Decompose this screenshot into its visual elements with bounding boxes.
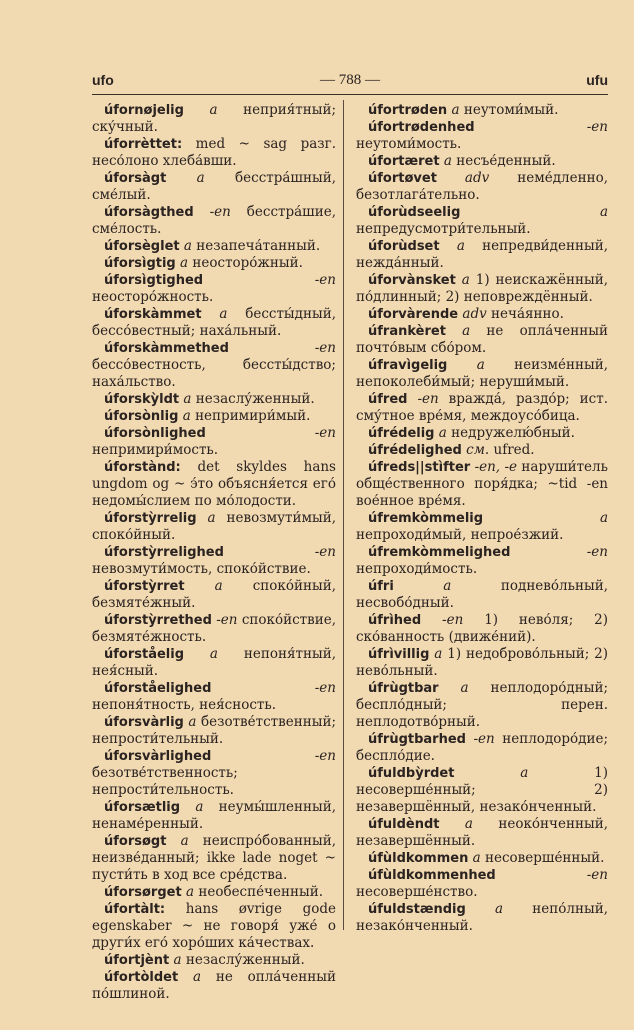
entry-translation: невозмути́мость, споко́йствие. xyxy=(92,561,311,577)
entry-translation: непо́лный, незако́нченный. xyxy=(356,901,608,934)
entry-grammar: a xyxy=(219,306,228,322)
entry-grammar: -en xyxy=(586,119,608,135)
entry-translation: med ~ sag разг. несо́лоно хлеба́вши. xyxy=(92,136,337,169)
entry-grammar: -en xyxy=(417,391,439,407)
entry-headword: úfuldèndt xyxy=(368,817,440,832)
dictionary-entry xyxy=(92,425,336,459)
dictionary-entry xyxy=(356,646,608,680)
dictionary-entry xyxy=(92,799,336,833)
dictionary-entry xyxy=(92,340,336,391)
entry-headword: úforståelig xyxy=(104,647,185,662)
entry-translation: непримири́мый. xyxy=(195,408,311,424)
dictionary-entry xyxy=(356,544,608,578)
entry-grammar: a xyxy=(183,391,192,407)
entry-grammar: a xyxy=(599,204,608,220)
entry-headword: úforstỳrrelig xyxy=(104,511,197,526)
entry-translation: неосторо́жный. xyxy=(192,255,303,271)
entry-grammar: a xyxy=(188,714,197,730)
entry-grammar: a xyxy=(185,884,195,900)
entry-translation: 1) неискажённый, по́длинный; 2) неповреждённый. xyxy=(356,272,608,305)
entry-grammar: a xyxy=(207,510,216,526)
entry-grammar: adv xyxy=(464,170,490,186)
entry-translation: неплодоро́дие; беспло́дие. xyxy=(356,731,608,764)
dictionary-entry xyxy=(92,459,336,510)
entry-grammar: a xyxy=(461,272,470,288)
dictionary-entry xyxy=(92,884,336,901)
entry-grammar: adv xyxy=(462,306,487,322)
entry-translation: неосторо́жность. xyxy=(92,289,214,305)
dictionary-entry xyxy=(356,323,608,357)
entry-grammar: -en xyxy=(442,612,464,628)
entry-translation: неумы́шленный, ненаме́ренный. xyxy=(92,799,336,832)
entry-grammar: a xyxy=(209,646,218,662)
entry-headword: úfrùgtbarhed xyxy=(368,732,466,747)
entry-headword: úfortæret xyxy=(368,154,440,169)
entry-headword: úforrèttet: xyxy=(104,137,183,152)
dictionary-entry xyxy=(92,204,336,238)
dictionary-entry xyxy=(356,850,608,867)
entry-translation: непримири́мость. xyxy=(92,442,219,458)
entry-headword: úforsìgtig xyxy=(104,256,176,271)
entry-grammar: a xyxy=(209,102,218,118)
dictionary-entry xyxy=(356,816,608,850)
dictionary-entry xyxy=(92,255,336,272)
dictionary-entry xyxy=(92,391,336,408)
entry-grammar: a xyxy=(476,357,485,373)
entry-headword: úfortrøden xyxy=(368,103,448,118)
entry-headword: úfrìhed xyxy=(368,613,422,628)
entry-grammar: a xyxy=(443,153,452,169)
entry-headword: úforsàgthed xyxy=(104,205,194,220)
header-right-guide-word: ufu xyxy=(586,72,608,88)
entry-translation: 1) недоброво́льный; 2) нево́льный. xyxy=(356,646,608,679)
entry-headword: úforsàgt xyxy=(104,171,167,186)
entry-grammar: a xyxy=(472,850,481,866)
dictionary-entry xyxy=(356,170,608,204)
entry-grammar: -en xyxy=(586,867,608,883)
entry-grammar: a xyxy=(599,510,608,526)
entry-headword: úforskàmmet xyxy=(104,307,202,322)
dictionary-entry xyxy=(356,731,608,765)
right-column xyxy=(356,102,608,935)
entry-grammar: a xyxy=(180,255,189,271)
page-header xyxy=(92,72,608,92)
entry-translation: поднево́льный, несвобо́дный. xyxy=(356,578,608,611)
entry-headword: úfravìgelig xyxy=(368,358,448,373)
entry-grammar: -en xyxy=(473,731,495,747)
entry-translation: hans øvrige gode egenskaber ~ не говоря́ уже́ о други́х его́ хоро́ших ка́чествах. xyxy=(92,901,336,951)
entry-headword: úforsèglet xyxy=(104,239,180,254)
entry-headword: úfortàlt: xyxy=(104,902,166,917)
entry-headword: úforsvàrlighed xyxy=(104,749,212,764)
entry-translation: невозмути́мый, споко́йный. xyxy=(92,510,337,543)
dictionary-entry xyxy=(92,612,336,646)
entry-grammar: a xyxy=(438,425,447,441)
entry-translation: бессты́дный, бессо́вестный; наха́льный. xyxy=(92,306,336,339)
dictionary-entry xyxy=(356,102,608,119)
dictionary-entry xyxy=(356,459,608,510)
entry-translation: несоверше́нный. xyxy=(484,850,605,866)
entry-translation: неме́дленно, безотлага́тельно. xyxy=(356,170,609,203)
header-rule xyxy=(92,94,608,95)
entry-translation: неча́янно. xyxy=(491,306,564,322)
entry-headword: úforsørget xyxy=(104,885,182,900)
entry-headword: úforskàmmethed xyxy=(104,341,229,356)
entry-grammar: a xyxy=(456,238,465,254)
entry-headword: úfrìvillig xyxy=(368,647,430,662)
entry-grammar: -en, -e xyxy=(474,459,518,475)
dictionary-entry xyxy=(92,136,336,170)
entry-translation: вражда́, раздо́р; ист. сму́тное вре́мя, междоусо́бица. xyxy=(356,391,608,424)
entry-translation: не опла́ченный почто́вым сбо́ром. xyxy=(356,323,609,356)
entry-translation: безотве́тственный; непрости́тельный. xyxy=(92,714,337,747)
entry-grammar: a xyxy=(183,238,192,254)
dictionary-entry xyxy=(92,901,336,952)
entry-grammar: a xyxy=(180,833,189,849)
dictionary-entry xyxy=(92,510,336,544)
entry-headword: úforstỳrrelighed xyxy=(104,545,224,560)
entry-translation: непроходи́мый, непрое́зжий. xyxy=(356,527,564,543)
entry-grammar: a xyxy=(196,170,205,186)
dictionary-entry xyxy=(356,391,608,425)
dictionary-entry xyxy=(92,833,336,884)
dictionary-entry xyxy=(92,714,336,748)
entry-translation: 1) несоверше́нный; 2) незавершённый, незако́нченный. xyxy=(356,765,609,815)
entry-headword: úfortrødenhed xyxy=(368,120,475,135)
entry-headword: úforstànd: xyxy=(104,460,181,475)
entry-translation: споко́йствие, безмяте́жность. xyxy=(92,612,336,645)
entry-grammar: -en xyxy=(314,272,336,288)
entry-translation: непроходи́мость. xyxy=(356,561,478,577)
entry-translation: неиспро́бованный, неизве́данный; ikke lade noget ~ пусти́ть в ход все сре́дства. xyxy=(92,833,337,883)
entry-headword: úforùdseelig xyxy=(368,205,461,220)
dictionary-entry xyxy=(92,748,336,799)
dictionary-entry xyxy=(356,119,608,153)
header-left-guide-word: ufo xyxy=(92,72,114,88)
left-column xyxy=(92,102,336,1003)
dictionary-entry xyxy=(356,272,608,306)
entry-translation: 1) нево́ля; 2) ско́ванность (движе́ний). xyxy=(356,612,609,645)
entry-translation: непоня́тность, нея́сность. xyxy=(92,697,277,713)
entry-headword: úforskỳldt xyxy=(104,392,180,407)
entry-grammar: a xyxy=(434,646,443,662)
entry-translation: не опла́ченный по́шлиной. xyxy=(92,969,336,1002)
dictionary-entry xyxy=(92,952,336,969)
dictionary-entry xyxy=(92,646,336,680)
dictionary-entry xyxy=(92,408,336,425)
entry-headword: úfornøjelig xyxy=(104,103,184,118)
dictionary-entry xyxy=(92,544,336,578)
entry-headword: úfrankèret xyxy=(368,324,446,339)
entry-headword: úfortòldet xyxy=(104,970,179,985)
entry-headword: úforsætlig xyxy=(104,800,181,815)
entry-translation: незаслу́женный. xyxy=(195,391,315,407)
dictionary-entry xyxy=(356,357,608,391)
dictionary-entry xyxy=(356,901,608,935)
dictionary-entry xyxy=(356,425,608,442)
entry-headword: úfortjènt xyxy=(104,953,170,968)
entry-headword: úfrédelig xyxy=(368,426,435,441)
entry-headword: úforvànsket xyxy=(368,273,456,288)
dictionary-entry xyxy=(92,969,336,1003)
entry-grammar: a xyxy=(182,408,191,424)
entry-translation: бессо́вестность, бессты́дство; наха́льство. xyxy=(92,357,336,390)
entry-translation: непредусмотри́тельный. xyxy=(356,221,531,237)
entry-headword: úfuldstændig xyxy=(368,902,466,917)
entry-grammar: a xyxy=(451,102,460,118)
entry-translation: бесстра́шный, сме́лый. xyxy=(92,170,336,203)
entry-headword: úforsònlighed xyxy=(104,426,206,441)
entry-translation: бесстра́шие, сме́лость. xyxy=(92,204,336,237)
entry-translation: непоня́тный, нея́сный. xyxy=(92,646,336,679)
entry-grammar: -en xyxy=(314,748,336,764)
entry-grammar: -en xyxy=(586,544,608,560)
entry-grammar: -en xyxy=(314,425,336,441)
entry-grammar: a xyxy=(214,578,223,594)
entry-grammar: a xyxy=(520,765,529,781)
entry-headword: úforstỳrrethed xyxy=(104,613,212,628)
entry-grammar: -en xyxy=(314,544,336,560)
entry-headword: úforùdset xyxy=(368,239,440,254)
dictionary-entry xyxy=(356,867,608,901)
entry-translation: неоко́нченный, незавершённый. xyxy=(356,816,608,849)
entry-translation: необеспе́ченный. xyxy=(198,884,324,900)
entry-headword: úfremkòmmelig xyxy=(368,511,484,526)
entry-grammar: a xyxy=(195,799,204,815)
dictionary-entry xyxy=(92,170,336,204)
entry-translation: незапеча́танный. xyxy=(196,238,321,254)
entry-headword: úforsøgt xyxy=(104,834,167,849)
entry-grammar: см. xyxy=(466,442,490,458)
entry-grammar: a xyxy=(460,680,469,696)
entry-headword: úfrùgtbar xyxy=(368,681,439,696)
dictionary-entry xyxy=(356,510,608,544)
entry-grammar: a xyxy=(443,578,452,594)
entry-grammar: a xyxy=(192,969,202,985)
entry-translation: споко́йный, безмяте́жный. xyxy=(92,578,337,611)
entry-translation: неплодоро́дный; беспло́дный; перен. неплодотво́рный. xyxy=(356,680,608,730)
dictionary-entry xyxy=(92,680,336,714)
dictionary-entry xyxy=(356,306,608,323)
entry-headword: úfrédelighed xyxy=(368,443,462,458)
dictionary-entry xyxy=(92,306,336,340)
entry-grammar: -en xyxy=(314,340,336,356)
dictionary-entry xyxy=(92,578,336,612)
entry-grammar: a xyxy=(495,901,504,917)
entry-translation: неизме́нный, непоколеби́мый; неруши́мый. xyxy=(356,357,608,390)
dictionary-entry xyxy=(356,442,608,459)
entry-translation: несоверше́нство. xyxy=(356,884,478,900)
entry-translation: недружелю́бный. xyxy=(451,425,575,441)
dictionary-entry xyxy=(92,272,336,306)
dictionary-entry xyxy=(356,612,608,646)
entry-grammar: -en xyxy=(209,204,231,220)
entry-grammar: -en xyxy=(314,680,336,696)
dictionary-entry xyxy=(92,238,336,255)
dictionary-entry xyxy=(356,153,608,170)
entry-translation: безотве́тственность; непрости́тельность. xyxy=(92,765,238,798)
dictionary-entry xyxy=(356,680,608,731)
entry-translation: несъе́денный. xyxy=(456,153,556,169)
entry-headword: úforvàrende xyxy=(368,307,459,322)
entry-headword: úfreds||stìfter xyxy=(368,460,471,475)
dictionary-entry xyxy=(356,204,608,238)
entry-headword: úforsìgtighed xyxy=(104,273,204,288)
entry-translation: незаслу́женный. xyxy=(185,952,305,968)
entry-headword: úforsònlig xyxy=(104,409,179,424)
entry-translation: неутоми́мый. xyxy=(463,102,559,118)
entry-headword: úfred xyxy=(368,392,408,407)
entry-headword: úforståelighed xyxy=(104,681,212,696)
entry-grammar: -en xyxy=(216,612,238,628)
entry-headword: úforsvàrlig xyxy=(104,715,184,730)
entry-headword: úfùldkommenhed xyxy=(368,868,496,883)
entry-grammar: a xyxy=(464,816,473,832)
entry-headword: úfuldbỳrdet xyxy=(368,766,455,781)
dictionary-entry xyxy=(356,765,608,816)
entry-translation: наруши́тель обще́ственного поря́дка; ~tid -en вое́нное вре́мя. xyxy=(356,459,608,509)
entry-translation: неприя́тный; ску́чный. xyxy=(92,102,336,135)
entry-headword: úfri xyxy=(368,579,394,594)
entry-translation: det skyldes hans ungdom og ~ э́то объясня́ется его́ недомы́слием по мо́лодости. xyxy=(92,459,336,509)
entry-headword: úfremkòmmelighed xyxy=(368,545,511,560)
dictionary-entry xyxy=(356,238,608,272)
entry-grammar: a xyxy=(173,952,182,968)
entry-translation: неутоми́мость. xyxy=(356,136,462,152)
dictionary-entry xyxy=(356,578,608,612)
entry-grammar: a xyxy=(462,323,471,339)
entry-headword: úfùldkommen xyxy=(368,851,469,866)
column-divider xyxy=(343,100,344,930)
entry-headword: úforstỳrret xyxy=(104,579,185,594)
entry-translation: непредви́денный, нежда́нный. xyxy=(356,238,609,271)
entry-headword: úfortøvet xyxy=(368,171,437,186)
entry-translation: ufred. xyxy=(493,442,535,458)
page-number: — 788 — xyxy=(320,72,380,88)
dictionary-entry xyxy=(92,102,336,136)
